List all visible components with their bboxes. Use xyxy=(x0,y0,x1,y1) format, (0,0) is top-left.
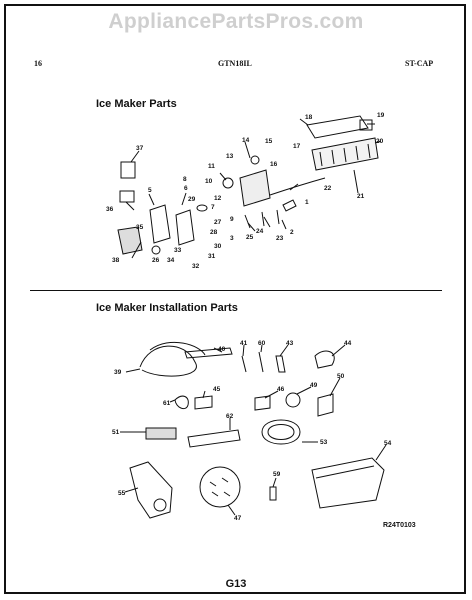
diagram-code: R24T0103 xyxy=(383,522,416,529)
callout-31: 31 xyxy=(208,253,216,260)
callout-47: 47 xyxy=(234,515,242,522)
callout-15: 15 xyxy=(265,138,273,145)
callout-5: 5 xyxy=(148,187,152,194)
callout-35: 35 xyxy=(136,224,144,231)
callout-62: 62 xyxy=(226,413,234,420)
part-13-shape xyxy=(223,178,233,188)
bracket-43-shape xyxy=(276,356,285,372)
harness-22-shape xyxy=(270,178,325,195)
callout-6: 6 xyxy=(184,185,188,192)
callout-8: 8 xyxy=(183,176,187,183)
part-44-shape xyxy=(315,351,334,368)
callout-1: 1 xyxy=(305,199,309,206)
callout-38: 38 xyxy=(112,257,120,264)
part-26-shape xyxy=(152,246,160,254)
callout-9: 9 xyxy=(230,216,234,223)
callout-29: 29 xyxy=(188,196,196,203)
callout-21: 21 xyxy=(357,193,365,200)
callout-2: 2 xyxy=(290,229,294,236)
callout-11: 11 xyxy=(208,163,215,170)
callout-60: 60 xyxy=(258,340,266,347)
page-code: G13 xyxy=(225,578,247,590)
part-1-shape xyxy=(283,200,296,211)
section-title-ice-maker-parts: Ice Maker Parts xyxy=(96,98,177,110)
wire-harness-39-shape xyxy=(140,346,196,376)
valve-55-shape xyxy=(130,462,172,518)
part-60-shape xyxy=(259,352,263,372)
callout-30: 30 xyxy=(214,243,222,250)
part-59-shape xyxy=(270,487,276,500)
callout-23: 23 xyxy=(276,235,284,242)
callout-28: 28 xyxy=(210,229,218,236)
part-38-shape xyxy=(118,227,142,254)
callout-49: 49 xyxy=(310,382,318,389)
part-61-shape xyxy=(175,396,188,408)
callout-16: 16 xyxy=(270,161,278,168)
page-number: 16 xyxy=(34,59,42,68)
callout-25: 25 xyxy=(246,234,254,241)
callout-61: 61 xyxy=(163,400,171,407)
ice-bin-54-shape xyxy=(312,458,384,508)
callout-10: 10 xyxy=(205,178,213,185)
callout-26: 26 xyxy=(152,257,160,264)
callout-14: 14 xyxy=(242,137,250,144)
callout-18: 18 xyxy=(305,114,313,121)
catalog-code: ST-CAP xyxy=(405,59,434,68)
part-51-shape xyxy=(146,428,176,439)
callout-13: 13 xyxy=(226,153,234,160)
part-5-shape xyxy=(150,205,170,243)
part-29-shape xyxy=(197,205,207,211)
watermark: AppliancePartsPros.com xyxy=(108,10,364,33)
callout-37: 37 xyxy=(136,145,144,152)
part-49-shape xyxy=(286,393,300,407)
part-37-shape xyxy=(121,162,135,178)
part-15-shape xyxy=(251,156,259,164)
callout-12: 12 xyxy=(214,195,222,202)
callout-59: 59 xyxy=(273,471,281,478)
ejector-18-shape xyxy=(307,116,368,138)
tube-62-shape xyxy=(188,430,240,447)
callout-17: 17 xyxy=(293,143,301,150)
part-kit-47-shape xyxy=(200,467,240,507)
callout-40: 40 xyxy=(218,346,226,353)
part-50-shape xyxy=(318,394,333,416)
callout-36: 36 xyxy=(106,206,114,213)
section-title-installation-parts: Ice Maker Installation Parts xyxy=(96,302,238,314)
callout-39: 39 xyxy=(114,369,122,376)
part-41-shape xyxy=(242,356,246,372)
callout-3: 3 xyxy=(230,235,234,242)
callout-34: 34 xyxy=(167,257,175,264)
part-36-shape xyxy=(120,191,134,202)
callout-19: 19 xyxy=(377,112,385,119)
callout-55: 55 xyxy=(118,490,126,497)
callout-41: 41 xyxy=(240,340,248,347)
housing-16-shape xyxy=(240,170,270,206)
callout-46: 46 xyxy=(277,386,285,393)
callout-54: 54 xyxy=(384,440,392,447)
callout-53: 53 xyxy=(320,439,328,446)
model-number: GTN18IL xyxy=(218,59,252,68)
callout-45: 45 xyxy=(213,386,221,393)
callout-7: 7 xyxy=(211,204,215,211)
callout-33: 33 xyxy=(174,247,182,254)
callout-44: 44 xyxy=(344,340,352,347)
callout-27: 27 xyxy=(214,219,222,226)
callout-22: 22 xyxy=(324,185,332,192)
callout-32: 32 xyxy=(192,263,200,270)
part-46-shape xyxy=(255,396,270,410)
callout-43: 43 xyxy=(286,340,294,347)
callout-50: 50 xyxy=(337,373,345,380)
callout-24: 24 xyxy=(256,228,264,235)
part-31-shape xyxy=(176,210,194,245)
callout-51: 51 xyxy=(112,429,120,436)
callout-20: 20 xyxy=(376,138,384,145)
